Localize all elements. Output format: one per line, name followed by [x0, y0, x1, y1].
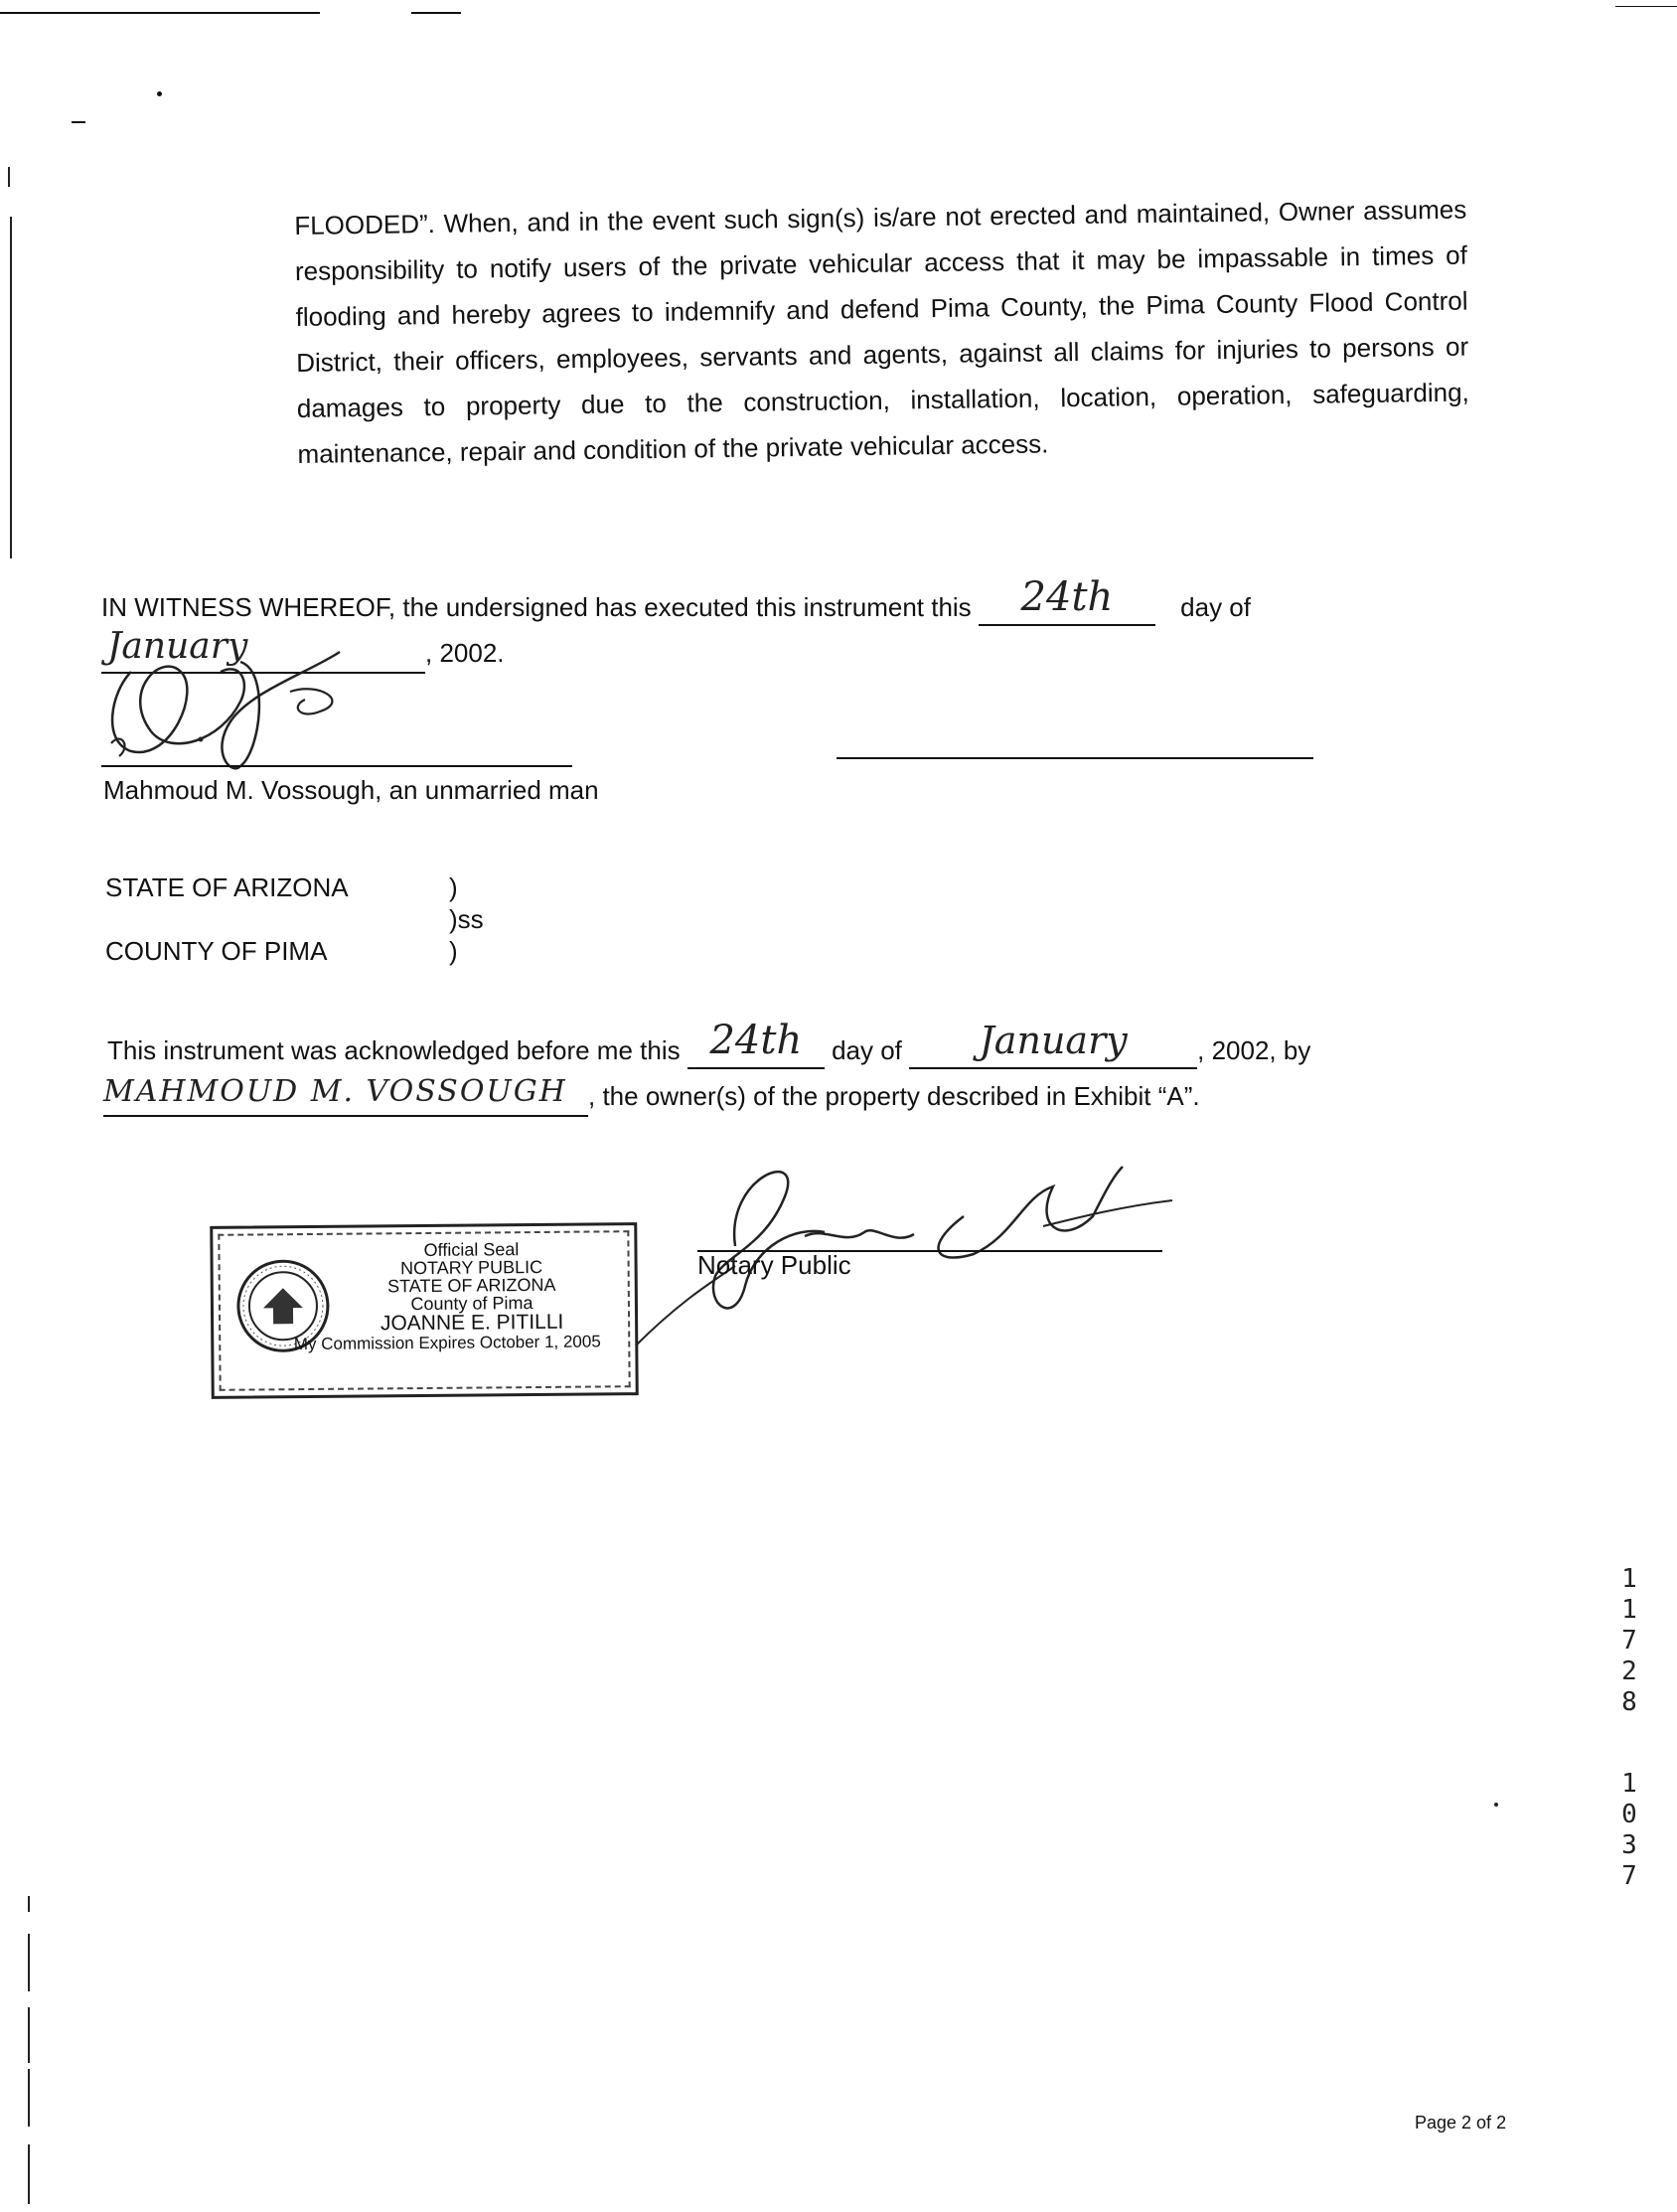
witness-day-field — [979, 574, 1155, 626]
second-signature-line — [837, 757, 1313, 759]
page-number: Page 2 of 2 — [1415, 2113, 1507, 2133]
scan-artifact-top-line — [1615, 6, 1677, 7]
ack-text-before: This instrument was acknowledged before me this — [107, 1035, 681, 1065]
acknowledgment-line-1 — [107, 1018, 1311, 1075]
stamp-digit: 7 — [1621, 1626, 1637, 1656]
stamp-digit: 1 — [1621, 1564, 1637, 1594]
venue-paren-2: ) — [449, 936, 458, 966]
seal-text-block — [293, 1239, 611, 1354]
seal-line-name: JOANNE E. PITILLI — [380, 1310, 564, 1336]
ack-name-field — [103, 1069, 588, 1117]
scan-artifact-dash — [72, 121, 85, 123]
witness-day-handwritten: 24th — [1020, 574, 1114, 620]
stamp-digit: 1 — [1621, 1769, 1637, 1799]
notary-seal — [210, 1222, 639, 1399]
ack-day-of: day of — [832, 1035, 902, 1065]
ack-month-handwritten: January — [979, 1019, 1128, 1062]
stamp-digit: 0 — [1621, 1800, 1637, 1829]
venue-county: COUNTY OF PIMA — [105, 936, 328, 966]
recording-stamp-1 — [1617, 1564, 1641, 1718]
recording-stamp-2 — [1617, 1769, 1641, 1892]
ack-day-handwritten: 24th — [709, 1018, 803, 1063]
scan-artifact-margin-line — [28, 1896, 30, 1912]
scan-artifact-margin-line — [28, 2069, 30, 2127]
scan-artifact-top-line — [411, 12, 461, 14]
ack-name-handwritten: MAHMOUD M. VOSSOUGH — [103, 1074, 567, 1109]
scan-artifact-margin-line — [8, 167, 10, 187]
witness-month-handwritten: January — [107, 626, 248, 667]
scan-artifact-margin-line — [28, 1934, 30, 1991]
owner-signature — [91, 632, 429, 781]
seal-line-county: County of Pima — [410, 1293, 534, 1315]
scan-artifact-margin-line — [10, 217, 12, 558]
scan-artifact-margin-line — [28, 2007, 30, 2063]
ack-month-field — [909, 1018, 1197, 1069]
stamp-digit: 3 — [1621, 1830, 1637, 1860]
signer-caption: Mahmoud M. Vossough, an unmarried man — [103, 775, 599, 805]
venue-state: STATE OF ARIZONA — [105, 872, 349, 902]
stamp-digit: 8 — [1621, 1687, 1637, 1717]
scan-artifact-top-line — [0, 12, 320, 14]
witness-text-after: day of — [1180, 592, 1251, 622]
scan-artifact-dot — [157, 91, 162, 96]
seal-line-commission: My Commission Expires October 1, 2005 — [293, 1332, 601, 1354]
stamp-digit: 1 — [1621, 1595, 1637, 1625]
seal-line-notary: NOTARY PUBLIC — [400, 1256, 543, 1279]
stamp-digit: 7 — [1621, 1861, 1637, 1891]
stamp-digit: 2 — [1621, 1657, 1637, 1686]
indemnity-paragraph: FLOODED”. When, and in the event such sign(s) is/are not erected and maintained, Owner assumes responsibility to notify users of the private vehicular access that it may be impassable in times of flooding and hereby agrees to indemnify and defend Pima County, the Pima County Flood Control District, their officers, employees, servants and agents, against all claims for injuries to persons or damages to property due to the construction, installation, location, operation, safeguarding, maintenance, repair and condition of the private vehicular access. — [294, 194, 1469, 469]
scan-artifact-margin-line — [28, 2144, 30, 2204]
venue-paren-1: ) — [449, 872, 458, 902]
acknowledgment-line-2 — [103, 1073, 1200, 1121]
seal-line-state: STATE OF ARIZONA — [387, 1274, 556, 1297]
notary-public-label: Notary Public — [697, 1250, 851, 1280]
ack-day-field — [687, 1018, 825, 1069]
scan-artifact-dot — [1494, 1803, 1498, 1807]
witness-year: , 2002. — [425, 638, 505, 668]
seal-line-official: Official Seal — [423, 1239, 520, 1261]
venue-ss: )ss — [449, 904, 484, 934]
ack-text-after: , the owner(s) of the property described in Exhibit “A”. — [588, 1081, 1200, 1111]
witness-text-before: IN WITNESS WHEREOF, the undersigned has executed this instrument this — [101, 592, 972, 622]
ack-year-by: , 2002, by — [1197, 1035, 1311, 1065]
